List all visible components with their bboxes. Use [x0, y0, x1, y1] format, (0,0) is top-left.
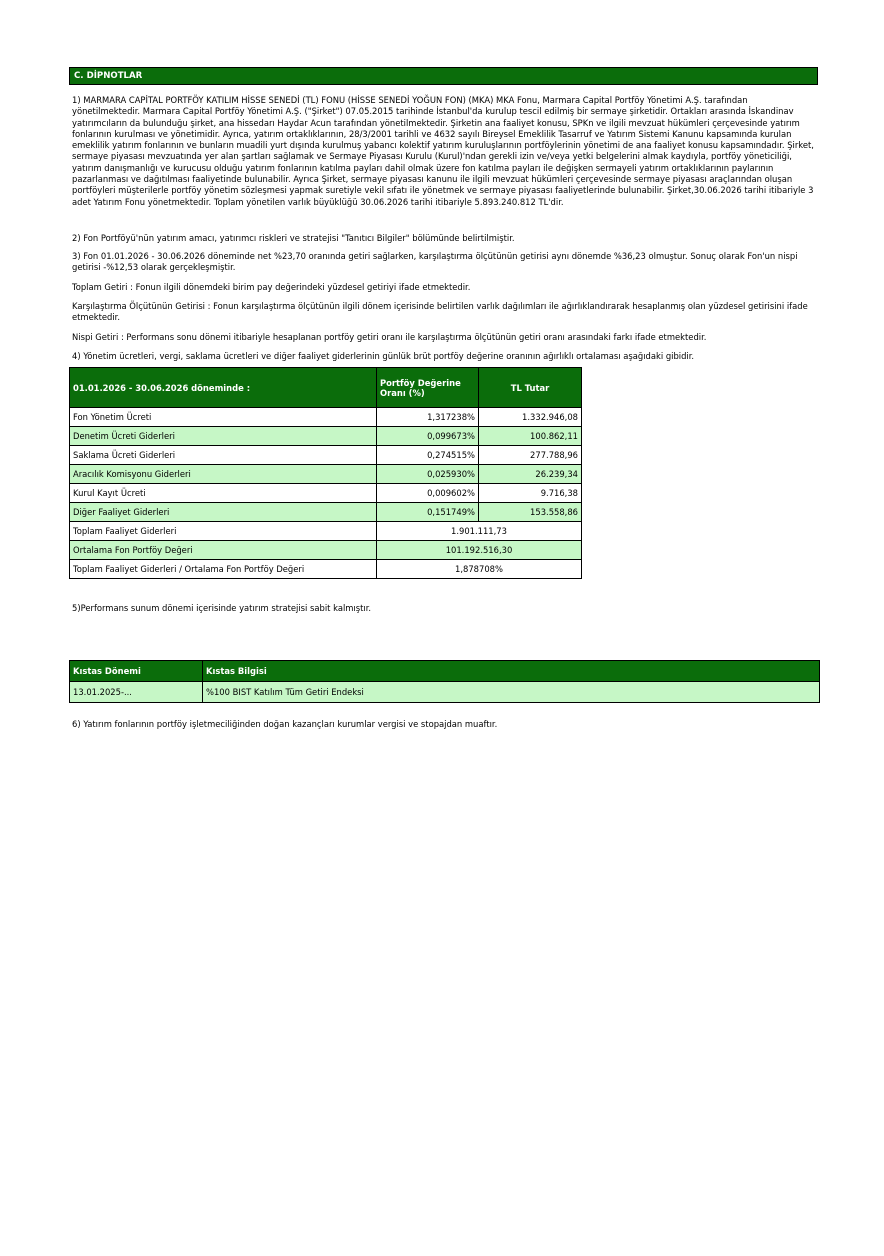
benchmark-period: 13.01.2025-...	[70, 682, 203, 703]
expense-ratio: 0,025930%	[377, 465, 479, 484]
table-row	[70, 541, 582, 560]
definition-total-return: Toplam Getiri : Fonun ilgili dönemdeki birim pay değerindeki yüzdesel getiriyi ifade etmektedir.	[72, 282, 471, 292]
total-label: Ortalama Fon Portföy Değeri	[70, 541, 377, 560]
benchmark-header-period: Kıstas Dönemi	[70, 661, 203, 682]
expense-label: Denetim Ücreti Giderleri	[70, 427, 377, 446]
definition-relative-return: Nispi Getiri : Performans sonu dönemi itibariyle hesaplanan portföy getiri oranı ile karşılaştırma ölçütünün getiri oranı arasındaki farkı ifade etmektedir.	[72, 332, 707, 342]
expense-amount: 1.332.946,08	[479, 408, 582, 427]
table-row	[70, 682, 820, 703]
note-3-performance: 3) Fon 01.01.2026 - 30.06.2026 döneminde net %23,70 oranında getiri sağlarken, karşılaştırma ölçütünün getirisi aynı dönemde %36,23 olmuştur. Sonuç olarak Fon'un nispi getirisi -%12,53 olarak gerçekleşmiştir.	[72, 251, 798, 273]
expense-label: Saklama Ücreti Giderleri	[70, 446, 377, 465]
definition-benchmark-return: Karşılaştırma Ölçütünün Getirisi : Fonun karşılaştırma ölçütünün ilgili dönem içerisinde belirtilen varlık dağılımları ile ağırlıklandırarak hesaplanmış olan yüzdesel getirisini ifade etmektedir.	[72, 301, 808, 323]
expense-label: Fon Yönetim Ücreti	[70, 408, 377, 427]
expense-label: Diğer Faaliyet Giderleri	[70, 503, 377, 522]
benchmark-table	[69, 660, 820, 703]
table-row	[70, 446, 582, 465]
expense-label: Kurul Kayıt Ücreti	[70, 484, 377, 503]
note-5-strategy: 5)Performans sunum dönemi içerisinde yatırım stratejisi sabit kalmıştır.	[72, 603, 372, 613]
expense-amount: 153.558,86	[479, 503, 582, 522]
expense-ratio: 1,317238%	[377, 408, 479, 427]
expense-amount: 100.862,11	[479, 427, 582, 446]
table-row	[70, 465, 582, 484]
benchmark-info: %100 BIST Katılım Tüm Getiri Endeksi	[203, 682, 820, 703]
expense-ratio: 0,009602%	[377, 484, 479, 503]
benchmark-header-info: Kıstas Bilgisi	[203, 661, 820, 682]
expense-header-ratio: Portföy Değerine Oranı (%)	[377, 368, 479, 408]
table-row	[70, 484, 582, 503]
total-value: 1.901.111,73	[377, 522, 582, 541]
table-row	[70, 503, 582, 522]
table-row	[70, 560, 582, 579]
note-6-tax: 6) Yatırım fonlarının portföy işletmeciliğinden doğan kazançları kurumlar vergisi ve stopajdan muaftır.	[72, 719, 498, 729]
total-label: Toplam Faaliyet Giderleri	[70, 522, 377, 541]
expense-amount: 9.716,38	[479, 484, 582, 503]
total-value: 1,878708%	[377, 560, 582, 579]
expense-ratio: 0,151749%	[377, 503, 479, 522]
total-value: 101.192.516,30	[377, 541, 582, 560]
table-row	[70, 522, 582, 541]
expense-header-amount: TL Tutar	[479, 368, 582, 408]
table-row	[70, 408, 582, 427]
expense-amount: 26.239,34	[479, 465, 582, 484]
expense-ratio: 0,274515%	[377, 446, 479, 465]
note-4-expense-intro: 4) Yönetim ücretleri, vergi, saklama ücretleri ve diğer faaliyet giderlerinin günlük brüt portföy değerine oranının ağırlıklı ortalaması aşağıdaki gibidir.	[72, 351, 695, 361]
note-1-fund-description: 1) MARMARA CAPİTAL PORTFÖY KATILIM HİSSE SENEDİ (TL) FONU (HİSSE SENEDİ YOĞUN FON) (MKA) MKA Fonu, Marmara Capital Portföy Yönetimi A.Ş. tarafından yönetilmektedir. Marmara Capital Portföy Yönetimi A.Ş. ("Şirket") 07.05.2015 tarihinde İstanbul'da kurulup tescil edilmiş bir sermaye şirketidir. Ortakları arasında İskandinav yatırımcıların da bulunduğu şirket, ana hissedarı Haydar Acun tarafından yönetilmektedir. Şirketin ana faaliyet konusu, SPKn ve ilgili mevzuat hükümleri çerçevesinde yatırım fonlarının kurulması ve yönetimidir. Ayrıca, yatırım ortaklıklarının, 28/3/2001 tarihli ve 4632 sayılı Bireysel Emeklilik Tasarruf ve Yatırım Sistemi Kanunu kapsamında kurulan emeklilik yatırım fonlarının ve bunların muadili yurt dışında kurulmuş yabancı kolektif yatırım kuruluşlarının portföylerinin yönetimi de ana faaliyet konusu kapsamındadır. Şirket, sermaye piyasası mevzuatında yer alan şartları sağlamak ve Sermaye Piyasası Kurulu (Kurul)'ndan gerekli izin ve/veya yetki belgelerini almak kaydıyla, portföy yöneticiliği, yatırım danışmanlığı ve kurucusu olduğu yatırım fonlarının katılma payları dahil olmak üzere fon katılma payları ile değişken sermayeli yatırım ortaklıklarının paylarının pazarlanması ve dağıtılması faaliyetinde bulunabilir. Ayrıca Şirket, sermaye piyasası kanunu ile ilgili mevzuat hükümleri çerçevesinde sermaye piyasası araçlarından oluşan portföyleri müşterilerle portföy yönetim sözleşmesi yapmak suretiyle vekil sıfatı ile yönetmek ve sermaye piyasası faaliyetlerinde bulunabilir. Şirket,30.06.2026 tarihi itibariyle 3 adet Yatırım Fonu yönetmektedir. Toplam yönetilen varlık büyüklüğü 30.06.2026 tarihi itibariyle 5.893.240.812 TL'dir.	[72, 95, 814, 207]
table-row	[70, 427, 582, 446]
note-2-investment-goal: 2) Fon Portföyü'nün yatırım amacı, yatırımcı riskleri ve stratejisi "Tanıtıcı Bilgiler" bölümünde belirtilmiştir.	[72, 233, 515, 243]
expense-header-period: 01.01.2026 - 30.06.2026 döneminde :	[70, 368, 377, 408]
total-label: Toplam Faaliyet Giderleri / Ortalama Fon Portföy Değeri	[70, 560, 377, 579]
section-title: C. DİPNOTLAR	[69, 67, 818, 85]
expense-ratio: 0,099673%	[377, 427, 479, 446]
expense-amount: 277.788,96	[479, 446, 582, 465]
expense-table	[69, 367, 582, 579]
expense-label: Aracılık Komisyonu Giderleri	[70, 465, 377, 484]
